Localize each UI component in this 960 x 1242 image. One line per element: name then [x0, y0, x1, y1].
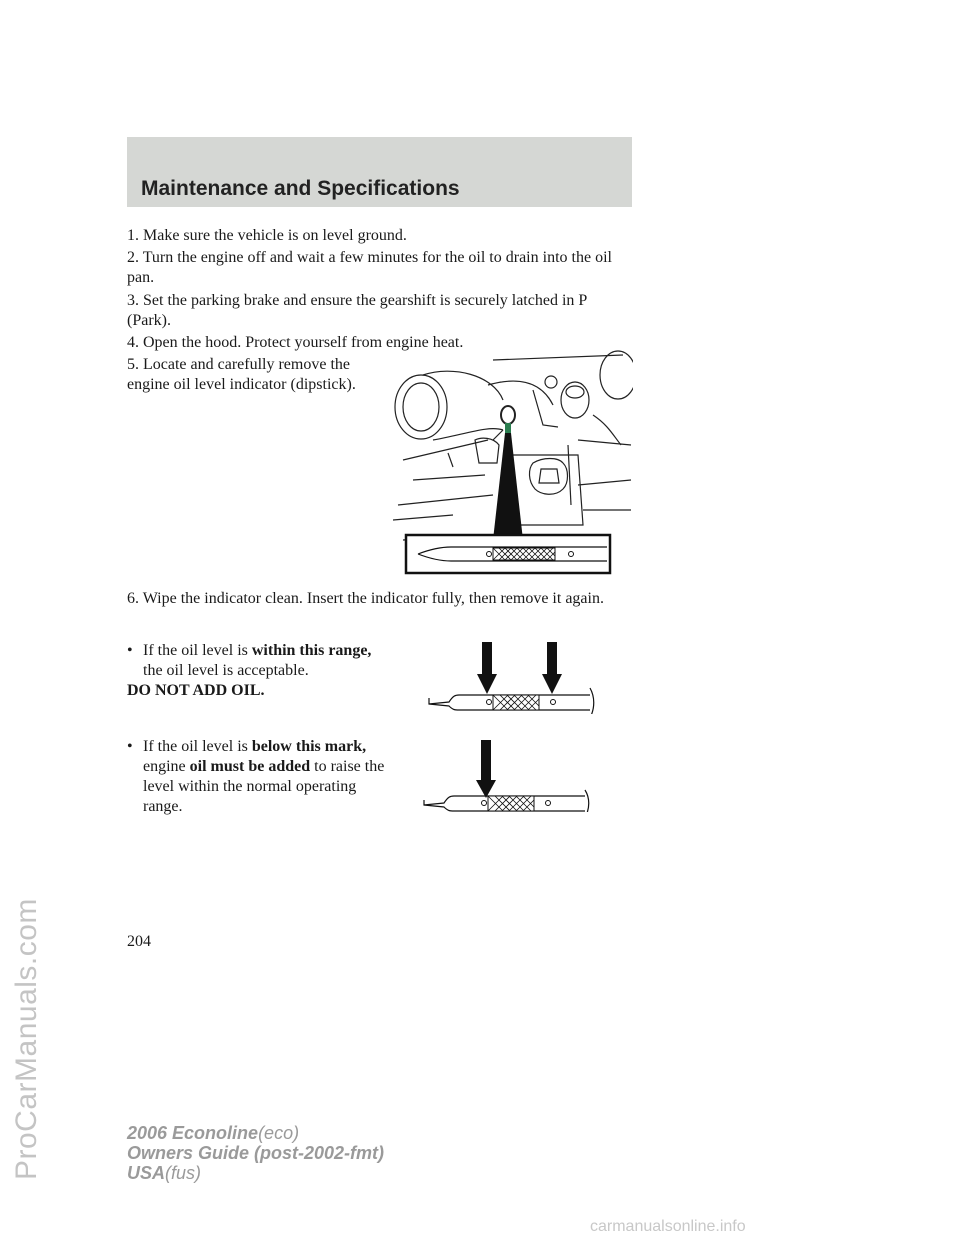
step-6: 6. Wipe the indicator clean. Insert the indicator fully, then remove it again.	[127, 590, 604, 607]
step-2: 2. Turn the engine off and wait a few minutes for the oil to drain into the oil pan.	[127, 249, 612, 286]
footer-market: USA	[127, 1163, 166, 1183]
footer-market-code: (fus)	[165, 1163, 202, 1183]
step-1: 1. Make sure the vehicle is on level ground.	[127, 227, 407, 244]
bullet-text: to raise the level within the normal operating range.	[143, 758, 385, 815]
bullet-warning: oil must be added	[189, 758, 311, 775]
bullet-dot: •	[127, 738, 133, 755]
bullet-below-mark	[127, 737, 392, 817]
bullet-text: If the oil level is	[143, 738, 252, 755]
footer-model-code: (eco)	[258, 1123, 300, 1143]
section-header	[127, 137, 632, 207]
bullet-within-range	[127, 641, 392, 701]
step-3: 3. Set the parking brake and ensure the gearshift is securely latched in P (Park).	[127, 292, 587, 329]
step-5: 5. Locate and carefully remove the engine oil level indicator (dipstick).	[127, 356, 356, 393]
side-watermark: ProCarManuals.com	[10, 898, 43, 1180]
document-footer	[127, 1123, 384, 1183]
bullet-dot: •	[127, 642, 133, 659]
bottom-watermark: carmanualsonline.info	[590, 1218, 746, 1235]
bullet-text: If the oil level is	[143, 642, 252, 659]
bullet-warning: DO NOT ADD OIL.	[127, 682, 265, 699]
bullet-text: engine	[143, 758, 190, 775]
bullet-emphasis: within this range,	[251, 642, 372, 659]
engine-dipstick-illustration	[393, 345, 633, 577]
section-title: Maintenance and Specifications	[141, 177, 460, 200]
page-number: 204	[127, 933, 151, 950]
footer-model: 2006 Econoline	[127, 1123, 259, 1143]
bullet-text: the oil level is acceptable.	[143, 662, 309, 679]
dipstick-within-range-illustration	[425, 642, 600, 714]
step-4: 4. Open the hood. Protect yourself from engine heat.	[127, 334, 464, 351]
dipstick-below-mark-illustration	[420, 740, 595, 812]
footer-guide: Owners Guide (post-2002-fmt)	[127, 1143, 385, 1163]
bullet-emphasis: below this mark,	[251, 738, 367, 755]
